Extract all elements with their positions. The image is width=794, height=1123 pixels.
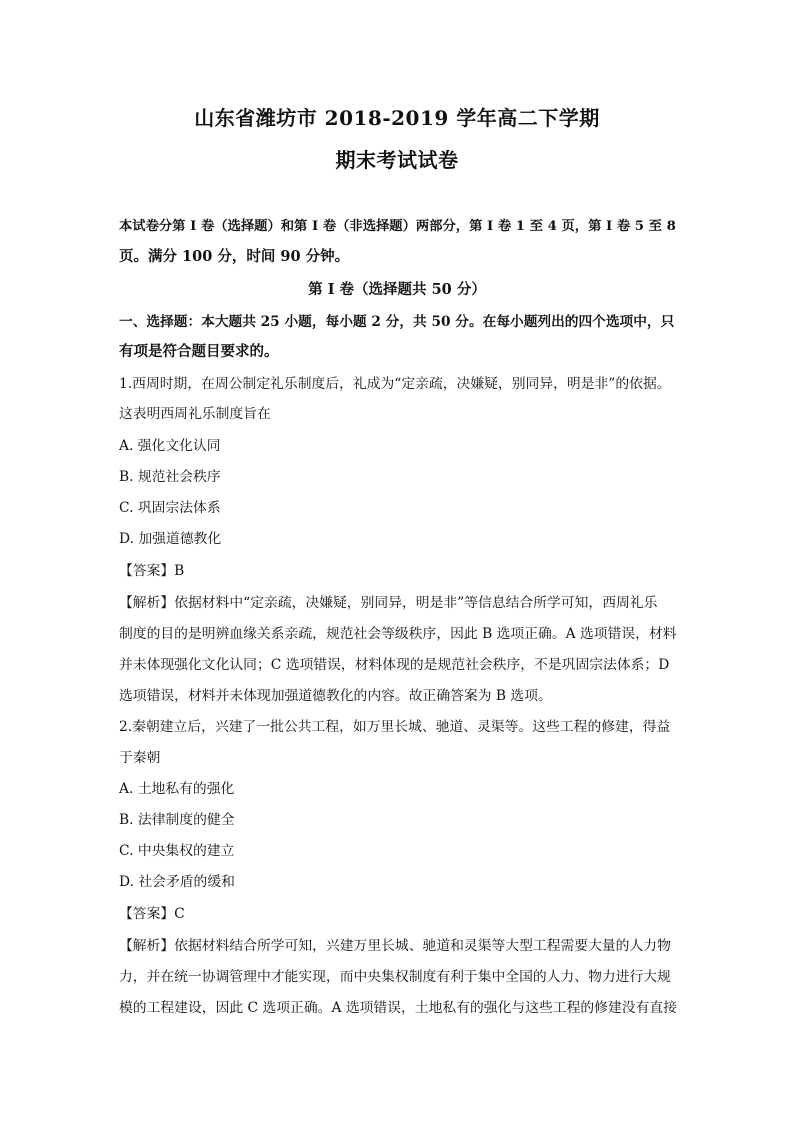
intro-line-1: 本试卷分第 I 卷（选择题）和第 I 卷（非选择题）两部分，第 I 卷 1 至 4 页，第 I 卷 5 至 8 bbox=[119, 219, 676, 234]
question-1-analysis-line-3: 并未体现强化文化认同；C 选项错误，材料体现的是规范社会秩序，不是巩固宗法体系；D bbox=[119, 657, 670, 673]
question-2-option-a: A. 土地私有的强化 bbox=[119, 781, 235, 797]
question-2-analysis-line-2: 力，并在统一协调管理中才能实现，而中央集权制度有利于集中全国的人力、物力进行大规 bbox=[119, 969, 671, 985]
question-1-stem-line-2: 这表明西周礼乐制度旨在 bbox=[119, 406, 271, 422]
question-2-answer: 【答案】C bbox=[119, 906, 185, 922]
question-1-option-b: B. 规范社会秩序 bbox=[119, 469, 221, 485]
question-1-option-c: C. 巩固宗法体系 bbox=[119, 500, 221, 516]
question-1-option-d: D. 加强道德教化 bbox=[119, 531, 222, 547]
question-2-option-d: D. 社会矛盾的缓和 bbox=[119, 874, 235, 890]
question-2-analysis-line-1: 【解析】依据材料结合所学可知，兴建万里长城、驰道和灵渠等大型工程需要大量的人力物 bbox=[119, 938, 671, 954]
question-1-option-a: A. 强化文化认同 bbox=[119, 438, 221, 454]
question-1-analysis-line-4: 选项错误，材料并未体现加强道德教化的内容。故正确答案为 B 选项。 bbox=[119, 688, 552, 704]
question-1-analysis-line-1: 【解析】依据材料中“定亲疏，决嫌疑，别同异，明是非”等信息结合所学可知，西周礼乐 bbox=[119, 595, 658, 611]
section-heading: 第 I 卷（选择题共 50 分） bbox=[308, 281, 486, 298]
question-2-stem-line-2: 于秦朝 bbox=[119, 750, 161, 766]
page-title: 山东省潍坊市 2018-2019 学年高二下学期 bbox=[194, 106, 600, 130]
question-1-answer: 【答案】B bbox=[119, 563, 185, 579]
question-2-option-c: C. 中央集权的建立 bbox=[119, 843, 235, 859]
page-subtitle: 期末考试试卷 bbox=[335, 148, 459, 172]
question-1-stem-line-1: 1.西周时期，在周公制定礼乐制度后，礼成为“定亲疏，决嫌疑，别同异，明是非”的依据。 bbox=[119, 376, 671, 392]
question-2-stem-line-1: 2.秦朝建立后，兴建了一批公共工程，如万里长城、驰道、灵渠等。这些工程的修建，得益 bbox=[119, 719, 671, 735]
intro-line-2: 页。满分 100 分，时间 90 分钟。 bbox=[119, 248, 350, 265]
instruction-line-2: 有项是符合题目要求的。 bbox=[119, 343, 279, 360]
question-1-analysis-line-2: 制度的目的是明辨血缘关系亲疏，规范社会等级秩序，因此 B 选项正确。A 选项错误，材料 bbox=[119, 626, 677, 642]
question-2-analysis-line-3: 模的工程建设，因此 C 选项正确。A 选项错误，土地私有的强化与这些工程的修建没有直接 bbox=[119, 1000, 677, 1016]
question-2-option-b: B. 法律制度的健全 bbox=[119, 812, 235, 828]
instruction-line-1: 一、选择题：本大题共 25 小题，每小题 2 分，共 50 分。在每小题列出的四个选项中，只 bbox=[119, 314, 675, 330]
